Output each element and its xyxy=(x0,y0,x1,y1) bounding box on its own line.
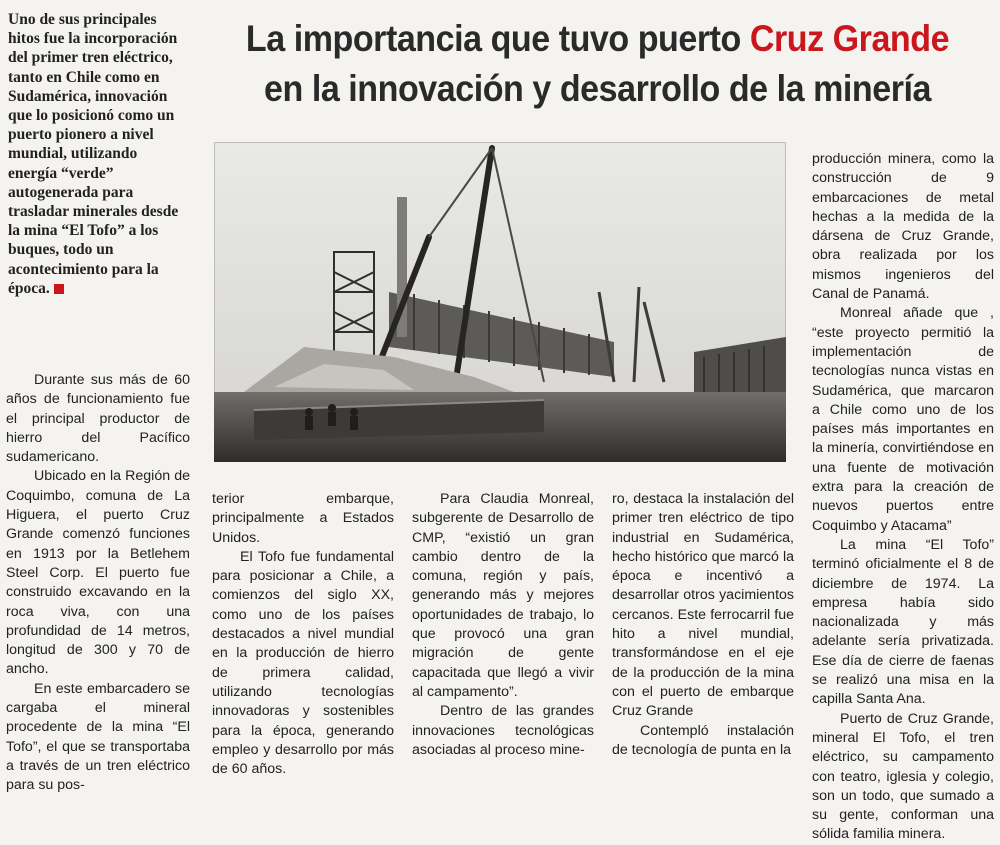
article-headline xyxy=(236,14,958,114)
column-5 xyxy=(812,150,994,845)
headline-line-2: en la innovación y desarrollo de la minería xyxy=(264,68,931,109)
headline-highlight: Cruz Grande xyxy=(749,18,950,59)
col1-paragraph: Ubicado en la Región de Coquimbo, comuna de La Higuera, el puerto Cruz Grande comenzó funciones en 1913 por la Betlehem Steel Corp. El puerto fue construido excavando en la roca viva, con una profundidad de 14 metros, longitud de 300 y 70 de ancho. xyxy=(6,468,190,678)
col1-paragraph: Durante sus más de 60 años de funcionamiento fue el principal productor de hierro del Pacífico sudamericano. xyxy=(6,372,190,466)
col3-paragraph: Dentro de las grandes innovaciones tecnológicas asociadas al proceso mine- xyxy=(412,703,594,758)
col5-paragraph: Puerto de Cruz Grande, mineral El Tofo, el tren eléctrico, su campamento con teatro, iglesia y colegio, son un todo, que sumado a su gente, conforman una sólida familia minera. xyxy=(812,710,994,843)
port-crane-photo-icon xyxy=(214,142,786,462)
headline-line-1 xyxy=(236,14,958,64)
col3-paragraph: Para Claudia Monreal, subgerente de Desarrollo de CMP, “existió un gran cambio dentro de la comuna, región y país, generando más y mejores oportunidades de trabajo, lo que provocó una gran migración de gente capacitada que llegó a vivir al campamento”. xyxy=(412,491,594,700)
column-2 xyxy=(212,490,394,779)
col2-paragraph: El Tofo fue fundamental para posicionar a Chile, a comienzos del siglo XX, como uno de los países destacados a nivel mundial en la producción de hierro de primera calidad, utilizando tecnologías innovadoras y sostenibles para la época, generando empleo y desarrollo por más de 60 años. xyxy=(212,548,394,778)
headline-prefix: La importancia que tuvo puerto xyxy=(245,18,750,59)
col4-paragraph: ro, destaca la instalación del primer tren eléctrico de tipo industrial en Sudamérica, hecho histórico que marcó la época e incentivó a desarrollar otros yacimientos cercanos. Este ferrocarril fue hito a nivel mundial, transformándose en el eje de la producción de la mina con el puerto de embarque Cruz Grande xyxy=(612,491,794,720)
column-4 xyxy=(612,490,794,760)
col5-paragraph: La mina “El Tofo” terminó oficialmente el 8 de diciembre de 1974. La empresa había sido nacionalizada y más adelante sería privatizada. Ese día de cierre de faenas se realizó una misa en la capilla Santa Ana. xyxy=(812,536,994,708)
col4-paragraph: Contempló instalación de tecnología de punta en la xyxy=(612,722,794,758)
column-3 xyxy=(412,490,594,760)
col2-paragraph: terior embarque, principalmente a Estados Unidos. xyxy=(212,491,394,546)
historic-photo xyxy=(214,142,786,462)
col5-paragraph: Monreal añade que , “este proyecto permitió la implementación de tecnologías nunca vistas en Sudamérica, que marcaron a Chile como uno de los países más importantes en la minería, convirtiéndose en una fuente de motivación extra para la creación de nuevos puertos entre Coquimbo y Atacama” xyxy=(812,305,994,534)
col5-paragraph: producción minera, como la construcción de 9 embarcaciones de metal hechas a la medida de la dársena de Cruz Grande, obra realizada por los mismos ingenieros del Canal de Panamá. xyxy=(812,151,994,303)
end-square-icon xyxy=(54,284,64,294)
intro-blurb xyxy=(8,10,186,298)
column-1 xyxy=(6,371,190,796)
col1-paragraph: En este embarcadero se cargaba el mineral procedente de la mina “El Tofo”, el que se transportaba a través de un tren eléctrico para su pos- xyxy=(6,680,190,794)
intro-text: Uno de sus principales hitos fue la incorporación del primer tren eléctrico, tanto en Chile como en Sudamérica, innovación que lo posicionó como un puerto pionero a nivel mundial, utilizando energía “verde” autogenerada para trasladar minerales desde la mina “El Tofo” a los buques, todo un acontecimiento para la época. xyxy=(8,11,179,297)
